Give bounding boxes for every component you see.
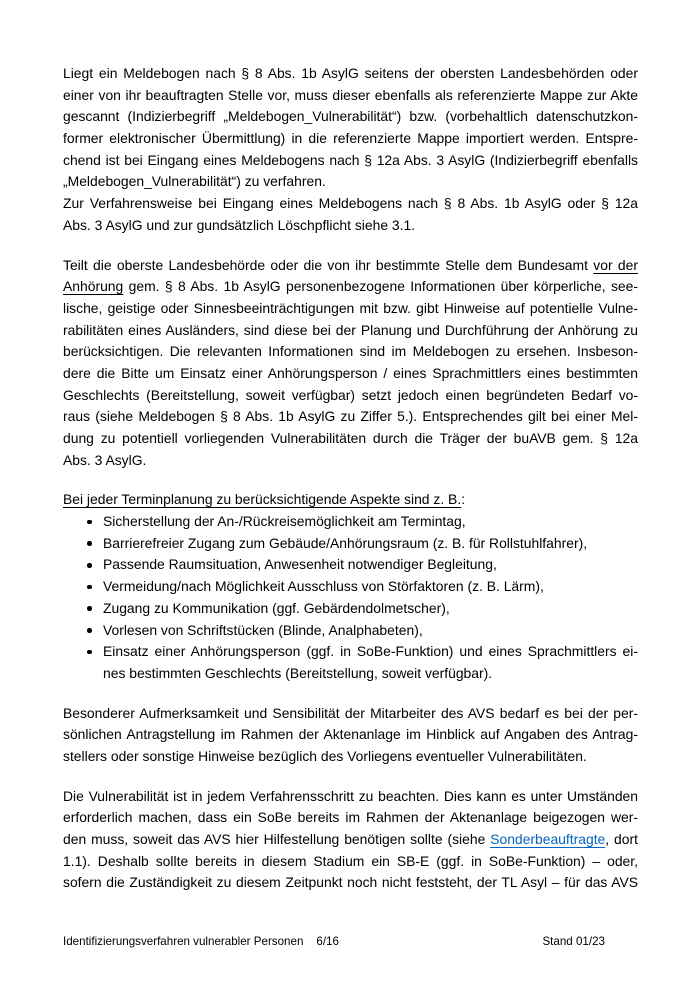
text-line: lische, geistige oder Sinnesbeeinträchtigungen mit bzw. gibt Hinweise auf potentielle Vulne- — [63, 299, 638, 316]
bullet-item — [63, 620, 638, 642]
paragraph-meldebogen — [63, 63, 638, 237]
text-line: Abs. 3 AsylG und zur gundsätzlich Löschpflicht siehe 3.1. — [63, 216, 416, 233]
text-line: raus (siehe Meldebogen § 8 Abs. 1b AsylG zu Ziffer 5.). Entsprechendes gilt bei einer Mel- — [63, 408, 638, 425]
bullet-item — [63, 554, 638, 576]
text-line — [63, 255, 638, 277]
text-segment: Teilt die oberste Landesbehörde oder die von ihr bestimmte Stelle dem Bundesamt — [63, 256, 594, 273]
underlined-phrase: vor der — [593, 256, 638, 273]
text-line: dere die Bitte um Einsatz einer Anhörungsperson / eines Sprachmittlers eines bestimmten — [63, 364, 638, 381]
text-line: 1.1). Deshalb sollte bereits in diesem Stadium ein SB-E (ggf. in SoBe-Funktion) – oder, — [63, 852, 638, 869]
text-line: dung zu potentiell vorliegenden Vulnerabilitäten durch die Träger der buAVB gem. § 12a — [63, 430, 638, 446]
bullet-text: Einsatz einer Anhörungsperson (ggf. in SoBe-Funktion) und eines Sprachmittlers ei- — [103, 643, 638, 660]
text-line: Geschlechts (Bereitstellung, soweit verfügbar) setzt jedoch einen begründeten Bedarf vo- — [63, 386, 638, 403]
bullet-continuation-line: nes bestimmten Geschlechts (Bereitstellung, soweit verfügbar). — [103, 664, 493, 681]
text-line: erforderlich machen, dass ein SoBe bereits im Rahmen der Aktenanlage beigezogen wer- — [63, 809, 638, 826]
bullet-icon — [87, 628, 92, 633]
text-segment: den muss, soweit das AVS hier Hilfestellung benötigen sollte (siehe — [63, 831, 491, 847]
paragraph-avs — [63, 703, 638, 768]
text-line: chend ist bei Eingang eines Meldebogens nach § 12a Abs. 3 AsylG (Indizierbegriff ebenfalls — [63, 151, 638, 168]
text-line: sofern die Zuständigkeit zu diesem Zeitpunkt noch nicht feststeht, der TL Asyl – für das AVS — [63, 874, 638, 891]
paragraph-vulnerabilitaet — [63, 786, 638, 894]
text-segment: , dort — [605, 831, 638, 847]
footer-title: Identifizierungsverfahren vulnerabler Personen — [63, 935, 304, 948]
bullet-item — [63, 533, 638, 555]
aspects-section — [63, 489, 638, 684]
bullet-icon — [87, 606, 92, 611]
bullet-text: Zugang zu Kommunikation (ggf. Gebärdendolmetscher), — [103, 599, 450, 616]
bullet-icon — [87, 563, 92, 568]
bullet-icon — [87, 585, 92, 590]
text-segment: gem. § 8 Abs. 1b AsylG personenbezogene Informationen über körperliche, see- — [123, 278, 638, 295]
text-segment: : — [461, 491, 466, 508]
bullet-icon — [87, 650, 92, 655]
paragraph-anhoerung — [63, 255, 638, 472]
text-line: stellers oder sonstige Hinweise bezüglich des Vorliegens eventueller Vulnerabilitäten. — [63, 747, 587, 764]
text-line: rabilitäten eines Ausländers, sind diese bei der Planung und Durchführung der Anhörung zu — [63, 321, 638, 338]
bullet-item — [63, 576, 638, 598]
bullet-icon — [87, 541, 92, 546]
bullet-item — [63, 511, 638, 533]
footer-date: Stand 01/23 — [542, 935, 605, 948]
text-line: berücksichtigen. Die relevanten Informationen sind im Meldebogen zu ersehen. Insbeson- — [63, 343, 638, 360]
text-line: Die Vulnerabilität ist in jedem Verfahrensschritt zu beachten. Dies kann es unter Umständen — [63, 787, 638, 804]
aspects-heading — [63, 489, 638, 511]
text-line: gescannt (Indizierbegriff „Meldebogen_Vulnerabilität“) bzw. (vorbehaltlich datenschutzkon- — [63, 108, 638, 125]
bullet-text: Barrierefreier Zugang zum Gebäude/Anhörungsraum (z. B. für Rollstuhlfahrer), — [103, 534, 588, 551]
bullet-icon — [87, 520, 92, 525]
underlined-heading: Bei jeder Terminplanung zu berücksichtigende Aspekte sind z. B. — [63, 491, 462, 508]
bullet-item — [63, 641, 638, 663]
link-sonderbeauftragte[interactable]: Sonderbeauftragte — [490, 831, 606, 847]
bullet-text: Passende Raumsituation, Anwesenheit notwendiger Begleitung, — [103, 556, 497, 573]
text-line: Zur Verfahrensweise bei Eingang eines Meldebogens nach § 8 Abs. 1b AsylG oder § 12a — [63, 195, 638, 212]
text-line: einer von ihr beauftragten Stelle vor, muss dieser ebenfalls als referenzierte Mappe zur Akte — [63, 86, 638, 103]
bullet-text: Vermeidung/nach Möglichkeit Ausschluss von Störfaktoren (z. B. Lärm), — [103, 578, 544, 595]
text-line: Besonderer Aufmerksamkeit und Sensibilität der Mitarbeiter des AVS bedarf es bei der per- — [63, 704, 638, 721]
text-line — [63, 276, 638, 298]
text-line: sönlichen Antragstellung im Rahmen der Aktenanlage im Hinblick auf Angaben des Antrag- — [63, 726, 638, 743]
text-line: former elektronischer Übermittlung) in die referenzierte Mappe importiert werden. Entspre- — [63, 130, 638, 147]
bullet-text: Sicherstellung der An-/Rückreisemöglichkeit am Termintag, — [103, 513, 466, 530]
text-line — [63, 829, 638, 851]
text-line: „Meldebogen_Vulnerabilität“) zu verfahren. — [63, 173, 326, 190]
document-body — [63, 63, 638, 912]
underlined-phrase: Anhörung — [63, 278, 124, 295]
bullet-item — [63, 598, 638, 620]
bullet-text: Vorlesen von Schriftstücken (Blinde, Analphabeten), — [103, 621, 423, 638]
text-line: Abs. 3 AsylG. — [63, 451, 147, 468]
page-footer — [63, 934, 638, 950]
page-number: 6/16 — [316, 935, 339, 948]
text-line: Liegt ein Meldebogen nach § 8 Abs. 1b AsylG seitens der obersten Landesbehörden oder — [63, 65, 638, 81]
